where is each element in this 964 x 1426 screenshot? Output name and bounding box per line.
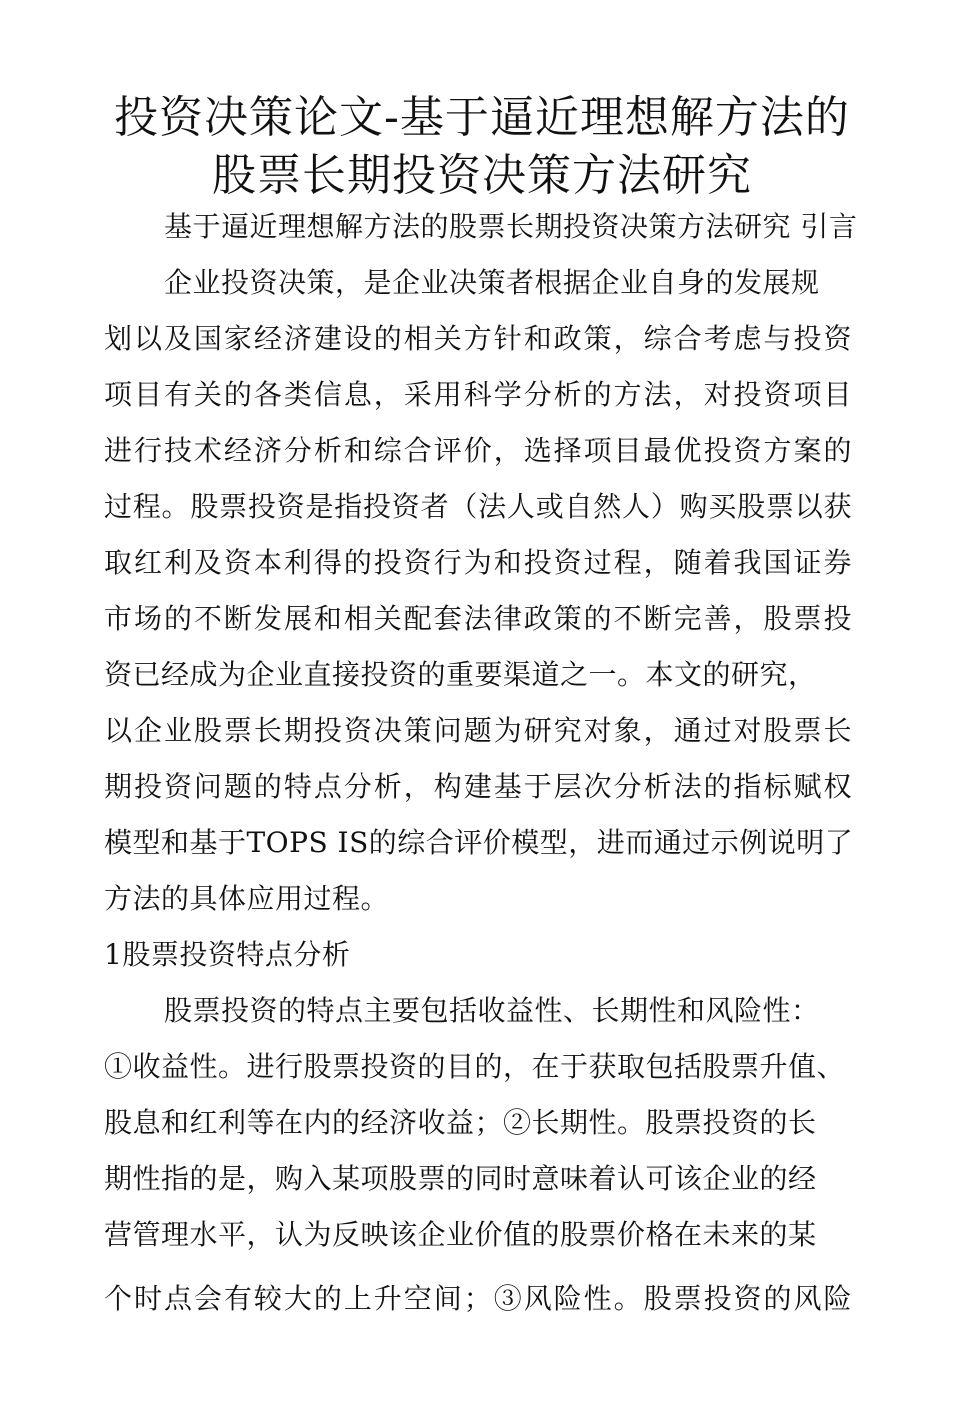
- paragraph-line: 模型和基于TOPS IS的综合评价模型，进而通过示例说明了: [104, 826, 854, 859]
- paragraph-line: 期投资问题的特点分析，构建基于层次分析法的指标赋权: [104, 770, 852, 803]
- paragraph-line: 企业投资决策，是企业决策者根据企业自身的发展规: [164, 266, 820, 299]
- document-title-line-2: 股票长期投资决策方法研究: [212, 150, 752, 201]
- paragraph-line: 划以及国家经济建设的相关方针和政策，综合考虑与投资: [104, 322, 852, 355]
- paragraph-line: 市场的不断发展和相关配套法律政策的不断完善，股票投: [104, 602, 852, 635]
- intro-heading-line: 基于逼近理想解方法的股票长期投资决策方法研究 引言: [164, 210, 858, 243]
- document-title-line-1: 投资决策论文-基于逼近理想解方法的: [114, 92, 850, 143]
- paragraph-line: 过程。股票投资是指投资者（法人或自然人）购买股票以获: [104, 490, 852, 523]
- paragraph-line: 个时点会有较大的上升空间；③风险性。股票投资的风险: [104, 1282, 852, 1315]
- paragraph-line: 方法的具体应用过程。: [104, 882, 390, 915]
- section-heading: 1股票投资特点分析: [104, 938, 351, 971]
- paragraph-line: 股票投资的特点主要包括收益性、长期性和风险性：: [164, 994, 820, 1027]
- paragraph-line: 营管理水平，认为反映该企业价值的股票价格在未来的某: [104, 1218, 817, 1251]
- paragraph-line: 期性指的是，购入某项股票的同时意味着认可该企业的经: [104, 1162, 817, 1195]
- paragraph-line: 以企业股票长期投资决策问题为研究对象，通过对股票长: [104, 714, 852, 747]
- paragraph-line: 项目有关的各类信息，采用科学分析的方法，对投资项目: [104, 378, 852, 411]
- paragraph-line: 资已经成为企业直接投资的重要渠道之一。本文的研究，: [104, 658, 817, 691]
- paragraph-line: ①收益性。进行股票投资的目的，在于获取包括股票升值、: [104, 1050, 846, 1083]
- paragraph-line: 股息和红利等在内的经济收益；②长期性。股票投资的长: [104, 1106, 817, 1139]
- paragraph-line: 取红利及资本利得的投资行为和投资过程，随着我国证券: [104, 546, 852, 579]
- paragraph-line: 进行技术经济分析和综合评价，选择项目最优投资方案的: [104, 434, 852, 467]
